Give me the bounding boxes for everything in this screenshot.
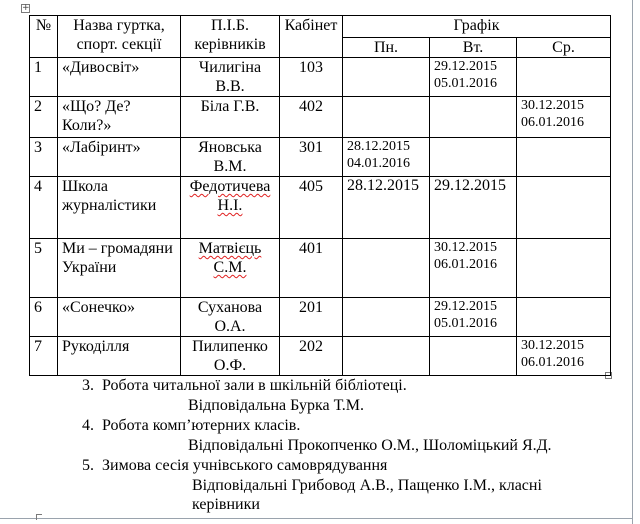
header-num: № (30, 16, 58, 58)
row-num: 1 (30, 58, 58, 97)
row-mon: 28.12.2015 (343, 177, 430, 239)
row-num: 7 (30, 337, 58, 376)
row-num: 2 (30, 97, 58, 138)
row-club: Школа журналістики (58, 177, 181, 239)
note-responsible: Відповідальні Прокопченко О.М., Шоломіцький Я.Д. (188, 437, 552, 454)
row-club: «Лабіринт» (58, 138, 181, 177)
header-day-wed: Ср. (517, 38, 611, 58)
row-leader: Суханова О.А. (181, 298, 280, 337)
row-room: 405 (280, 177, 343, 239)
row-room: 301 (280, 138, 343, 177)
row-room: 401 (280, 239, 343, 298)
row-club: «Сонечко» (58, 298, 181, 337)
row-room: 202 (280, 337, 343, 376)
row-club: Рукоділля (58, 337, 181, 376)
row-club: Ми – громадяни України (58, 239, 181, 298)
row-tue: 30.12.2015 06.01.2016 (430, 239, 517, 298)
note-number: 5. (82, 457, 94, 474)
row-club: «Що? Де? Коли?» (58, 97, 181, 138)
row-mon: 28.12.2015 04.01.2016 (343, 138, 430, 177)
row-num: 5 (30, 239, 58, 298)
row-leader-text: Матвієць С.М. (198, 240, 262, 276)
row-leader: Чилигіна В.В. (181, 58, 280, 97)
header-schedule: Графік (343, 16, 611, 38)
list-item (82, 416, 300, 435)
header-day-mon: Пн. (343, 38, 430, 58)
note-responsible: Відповідальна Бурка Т.М. (188, 397, 364, 414)
table-move-handle-icon[interactable]: + (22, 3, 30, 13)
row-room: 201 (280, 298, 343, 337)
row-leader: Яновська В.М. (181, 138, 280, 177)
row-num: 3 (30, 138, 58, 177)
header-leader: П.І.Б. керівників (181, 16, 280, 58)
note-title: Робота комп’ютерних класів. (102, 417, 301, 434)
header-club: Назва гуртка, спорт. секції (58, 16, 181, 58)
row-leader: Біла Г.В. (181, 97, 280, 138)
row-wed: 30.12.2015 06.01.2016 (517, 97, 611, 138)
row-tue: 29.12.2015 05.01.2016 (430, 58, 517, 97)
header-day-tue: Вт. (430, 38, 517, 58)
row-leader-text: Федотичева Н.І. (189, 178, 271, 214)
note-responsible: Відповідальні Грибовод А.В., Пащенко І.М., класні (192, 477, 542, 494)
header-room: Кабінет (280, 16, 343, 58)
note-title: Робота читальної зали в шкільній бібліотеці. (102, 377, 407, 394)
row-wed: 30.12.2015 06.01.2016 (517, 337, 611, 376)
row-num: 6 (30, 298, 58, 337)
row-room: 103 (280, 58, 343, 97)
list-item (82, 376, 407, 395)
row-tue: 29.12.2015 05.01.2016 (430, 298, 517, 337)
note-title: Зимова сесія учнівського самоврядування (102, 457, 388, 474)
note-responsible-continued: керівники (192, 496, 260, 513)
row-leader: Пилипенко О.Ф. (181, 337, 280, 376)
note-number: 3. (82, 377, 94, 394)
row-room: 402 (280, 97, 343, 138)
list-item (82, 456, 387, 475)
row-tue: 29.12.2015 (430, 177, 517, 239)
row-num: 4 (30, 177, 58, 239)
row-club: «Дивосвіт» (58, 58, 181, 97)
note-number: 4. (82, 417, 94, 434)
